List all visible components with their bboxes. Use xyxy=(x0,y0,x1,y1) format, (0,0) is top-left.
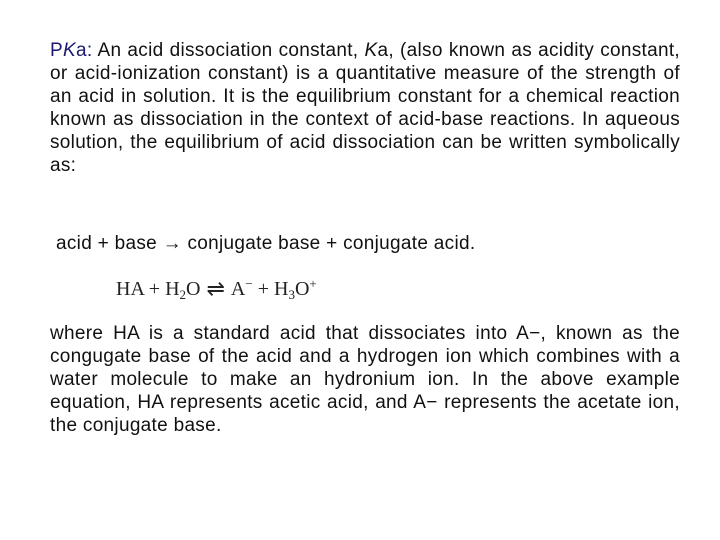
pka-term-prefix: P xyxy=(50,40,63,61)
equilibrium-arrow-icon: ⇌ xyxy=(206,276,225,301)
eq-h3o-subscript: 3 xyxy=(288,287,295,302)
eq-h2o-subscript: 2 xyxy=(179,287,187,302)
eq-plus-h: + H xyxy=(252,278,289,300)
definition-body: , (also known as acidity constant, or acid-ionization constant) is a quantitative measure of the strength of an acid in solution. It is the equilibrium constant for a chemical reaction known as dissociation in the context of acid-base reactions. In aqueous solution, the equilibrium of acid dissociation can be written symbolically as: xyxy=(50,40,681,176)
explanation-paragraph: where HA is a standard acid that dissociates into A−, known as the congugate base of the acid and a hydrogen ion which combines with a water molecule to make an hydronium ion. In the above example equation, HA represents acetic acid, and A− represents the acetate ion, the conjugate base. xyxy=(50,323,680,436)
eq-ha-plus-h: HA + H xyxy=(116,278,180,300)
eq-plus-charge: + xyxy=(309,276,317,291)
pka-term-italic: K xyxy=(62,40,76,61)
definition-lead: An acid dissociation constant, xyxy=(97,40,365,61)
eq-oxygen: O xyxy=(186,278,201,300)
pka-term xyxy=(50,40,97,61)
ka-italic: K xyxy=(364,40,378,61)
eq-oxygen-2: O xyxy=(294,278,310,300)
ka-suffix: a xyxy=(377,40,389,61)
reaction-words: acid + base → conjugate base + conjugate acid. xyxy=(56,233,476,254)
definition-paragraph xyxy=(50,39,680,177)
eq-conjugate-base: A xyxy=(230,278,246,300)
chemical-equation xyxy=(116,276,317,303)
pka-term-colon: : xyxy=(86,40,98,61)
pka-term-suffix: a xyxy=(75,40,87,61)
eq-minus-charge: − xyxy=(245,276,253,291)
